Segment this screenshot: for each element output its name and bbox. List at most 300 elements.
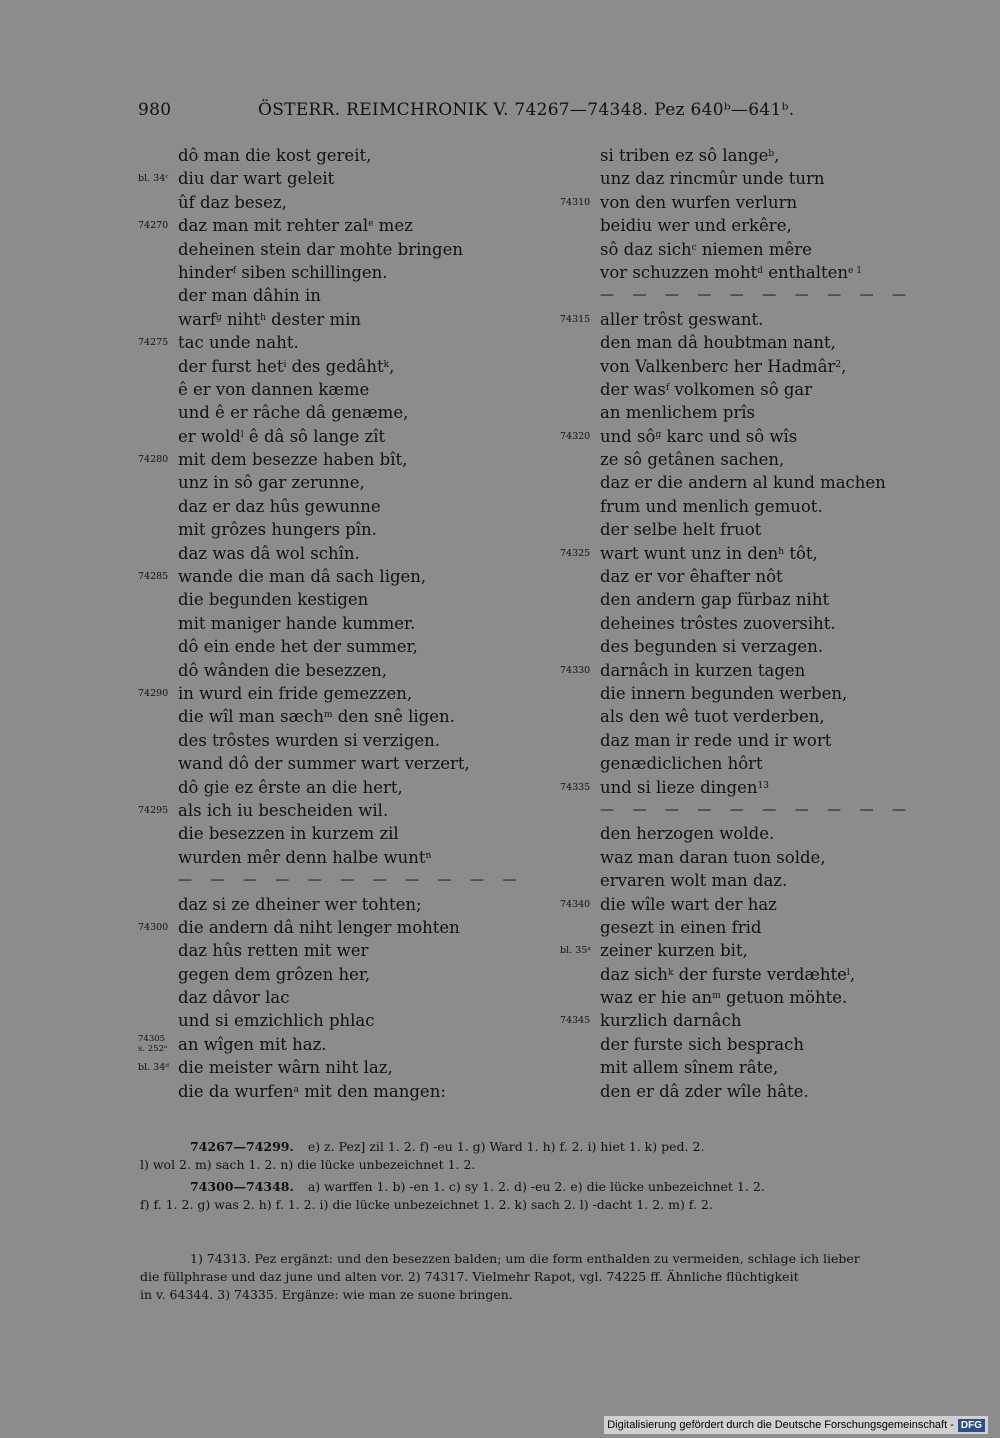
verse-text	[178, 238, 463, 261]
verse-text	[600, 448, 784, 471]
verse-line	[560, 705, 980, 728]
verse-segment: tôt,	[784, 543, 818, 563]
verse-text	[600, 542, 818, 565]
verse-segment: deheinen stein dar mohte bringen	[178, 239, 463, 259]
verse-segment: waz er hie an	[600, 988, 713, 1008]
apparatus-line	[140, 1138, 970, 1156]
verse-text	[178, 1009, 375, 1032]
apparatus-line	[140, 1178, 970, 1196]
verse-line	[138, 916, 538, 939]
variant-marker: n	[425, 850, 432, 861]
variant-marker: h	[260, 312, 266, 323]
verse-segment: dô ein ende het der summer,	[178, 637, 418, 657]
verse-segment: tac unde naht.	[178, 333, 299, 353]
verse-line	[560, 612, 980, 635]
verse-text	[600, 144, 779, 167]
verse-text	[600, 471, 886, 494]
apparatus-range: 74300—74348.	[190, 1179, 294, 1194]
verse-segment: dô man die kost gereit,	[178, 146, 372, 165]
verse-text	[178, 822, 399, 845]
verse-line	[138, 261, 538, 284]
verse-line	[560, 542, 980, 565]
verse-segment: — — — — — — — — — — —	[178, 872, 524, 889]
variant-marker: h	[778, 546, 785, 557]
variant-marker: c	[691, 242, 697, 253]
verse-text	[600, 308, 763, 331]
line-number: 74310	[560, 196, 591, 208]
verse-segment: wande die man dâ sach ligen,	[178, 567, 427, 587]
verse-text	[178, 331, 299, 354]
apparatus-range: 74267—74299.	[190, 1139, 294, 1154]
verse-text	[600, 1056, 778, 1079]
verse-segment: daz er daz hûs gewunne	[178, 496, 381, 516]
variant-marker: 13	[757, 780, 769, 791]
verse-text	[178, 729, 440, 752]
verse-segment: des begunden si verzagen.	[600, 637, 824, 657]
verse-line	[560, 1033, 980, 1056]
verse-text	[178, 986, 289, 1009]
verse-text	[600, 191, 797, 214]
verse-segment: des trôstes wurden si verzigen.	[178, 730, 441, 750]
verse-line	[560, 565, 980, 588]
verse-segment: mit dem besezze haben bît,	[178, 450, 408, 470]
verse-segment: er wold	[178, 426, 241, 446]
verse-segment: volkomen sô gar	[669, 379, 813, 399]
verse-text	[600, 939, 748, 962]
verse-segment: als ich iu bescheiden wil.	[178, 800, 389, 820]
verse-text	[178, 1033, 327, 1056]
line-number: 74340	[560, 898, 591, 910]
verse-line	[560, 588, 980, 611]
verse-segment: enthalten	[762, 262, 849, 282]
verse-text	[178, 963, 370, 986]
verse-segment: darnâch in kurzen tagen	[600, 660, 806, 680]
verse-text	[178, 565, 426, 588]
apparatus-text: a) warffen 1. b) -en 1. c) sy 1. 2. d) -eu 2. e) die lücke unbezeichnet 1. 2.	[307, 1179, 765, 1194]
verse-segment: ûf daz besez,	[178, 192, 287, 212]
verse-segment: frum und menlich gemuot.	[600, 496, 823, 516]
verse-line	[138, 869, 538, 892]
verse-text	[600, 729, 831, 752]
dfg-footer	[604, 1416, 988, 1434]
verse-segment: der furste sich besprach	[600, 1034, 804, 1054]
verse-text	[600, 401, 755, 424]
verse-line	[138, 963, 538, 986]
verse-segment: der furste verdæhte	[673, 964, 847, 984]
verse-text	[600, 1033, 804, 1056]
variant-marker: m	[323, 710, 333, 721]
verse-line	[138, 986, 538, 1009]
line-number: bl. 35ᵃ	[560, 945, 591, 957]
page-number: 980	[138, 100, 172, 120]
verse-line	[138, 612, 538, 635]
verse-line	[138, 588, 538, 611]
verse-text	[178, 588, 368, 611]
verse-line	[560, 1009, 980, 1032]
verse-segment: ,	[774, 146, 780, 165]
verse-line	[560, 518, 980, 541]
verse-segment: daz hûs retten mit wer	[178, 941, 369, 961]
verse-line	[560, 729, 980, 752]
verse-segment: den andern gap fürbaz niht	[600, 590, 830, 610]
verse-text	[600, 425, 797, 448]
verse-text	[178, 612, 415, 635]
verse-text	[178, 682, 412, 705]
line-number	[138, 1034, 178, 1054]
verse-line	[560, 659, 980, 682]
verse-line	[138, 1033, 538, 1056]
verse-segment: den er dâ zder wîle hâte.	[600, 1081, 809, 1101]
verse-segment: der selbe helt fruot	[600, 520, 762, 540]
verse-segment: daz er vor êhafter nôt	[600, 567, 783, 587]
line-number: 74300	[138, 921, 169, 933]
verse-line	[138, 238, 538, 261]
verse-text	[178, 144, 371, 167]
verse-line	[560, 682, 980, 705]
verse-line	[560, 261, 980, 284]
verse-text	[178, 214, 413, 237]
verse-segment: die andern dâ niht lenger mohten	[178, 917, 460, 937]
verse-text	[178, 799, 388, 822]
variant-marker: 2	[835, 359, 842, 370]
verse-line	[138, 1056, 538, 1079]
right-verse-column	[560, 144, 980, 1103]
verse-segment: diu dar wart geleit	[178, 169, 335, 189]
verse-line	[138, 401, 538, 424]
variant-marker: i	[283, 359, 287, 370]
verse-line	[138, 822, 538, 845]
verse-text	[600, 776, 769, 799]
page-header	[138, 100, 838, 124]
verse-text	[600, 1080, 809, 1103]
verse-line	[138, 635, 538, 658]
verse-segment: und sô	[600, 426, 656, 446]
verse-segment: beidiu wer und erkêre,	[600, 216, 792, 236]
line-number: 74295	[138, 804, 169, 816]
verse-text	[178, 1056, 393, 1079]
verse-segment: der man dâhin in	[178, 286, 321, 306]
footnote-line: in v. 64344. 3) 74335. Ergänze: wie man ze suone bringen.	[140, 1287, 513, 1302]
verse-segment: die meister wârn niht laz,	[178, 1058, 393, 1078]
verse-line	[560, 635, 980, 658]
variant-marker: f	[232, 265, 237, 276]
verse-line	[138, 846, 538, 869]
verse-segment: ê er von dannen kæme	[178, 379, 370, 399]
line-number: 74270	[138, 220, 169, 232]
verse-segment: gegen dem grôzen her,	[178, 964, 371, 984]
line-number: 74330	[560, 664, 591, 676]
verse-line	[560, 916, 980, 939]
verse-line	[560, 355, 980, 378]
verse-segment: mez	[373, 216, 413, 236]
verse-segment: daz sich	[600, 964, 668, 984]
apparatus-text: f) f. 1. 2. g) was 2. h) f. 1. 2. i) die lücke unbezeichnet 1. 2. k) sach 2. l) -dacht 1. 2. m) f. 2.	[140, 1197, 713, 1212]
lacuna-dashes	[178, 869, 524, 892]
verse-text	[600, 963, 855, 986]
verse-segment: die innern begunden werben,	[600, 683, 848, 703]
verse-line	[138, 729, 538, 752]
variant-marker: k	[667, 967, 674, 978]
verse-segment: gesezt in einen frid	[600, 917, 762, 937]
verse-segment: ervaren wolt man daz.	[600, 871, 788, 891]
verse-segment: mit allem sînem râte,	[600, 1058, 779, 1078]
verse-text	[178, 401, 408, 424]
verse-segment: dester min	[265, 309, 362, 329]
line-number: bl. 34ᶜ	[138, 173, 169, 185]
verse-text	[178, 939, 368, 962]
verse-segment: aller trôst geswant.	[600, 309, 764, 329]
verse-line	[560, 1056, 980, 1079]
footnote-line: 1) 74313. Pez ergänzt: und den besezzen balden; um die form enthalden zu vermeiden, schlage ich lieber	[190, 1251, 860, 1266]
verse-text	[178, 705, 455, 728]
verse-line	[560, 846, 980, 869]
verse-line	[560, 893, 980, 916]
verse-segment: daz was dâ wol schîn.	[178, 543, 360, 563]
verse-line	[138, 331, 538, 354]
verse-text	[178, 776, 403, 799]
verse-segment: ,	[841, 356, 847, 376]
line-number: 74325	[560, 547, 591, 559]
verse-segment: deheines trôstes zuoversiht.	[600, 613, 836, 633]
line-number-main: 74305	[138, 1033, 166, 1044]
lacuna-dashes	[600, 284, 913, 307]
variant-marker: a	[293, 1084, 300, 1095]
verse-line	[138, 565, 538, 588]
verse-line	[560, 869, 980, 892]
variant-marker: b	[768, 149, 775, 159]
verse-text	[178, 846, 431, 869]
verse-text	[600, 238, 812, 261]
verse-line	[560, 378, 980, 401]
verse-segment: mit grôzes hungers pîn.	[178, 520, 377, 540]
apparatus-text: e) z. Pez] zil 1. 2. f) -eu 1. g) Ward 1. h) f. 2. i) hiet 1. k) ped. 2.	[307, 1139, 705, 1154]
verse-line	[560, 284, 980, 307]
verse-text	[600, 588, 829, 611]
verse-line	[560, 214, 980, 237]
verse-line	[138, 799, 538, 822]
verse-segment: die begunden kestigen	[178, 590, 369, 610]
verse-line	[560, 939, 980, 962]
verse-line	[138, 682, 538, 705]
verse-segment: daz man mit rehter zal	[178, 216, 369, 236]
verse-line	[560, 986, 980, 1009]
verse-line	[560, 191, 980, 214]
verse-text	[178, 355, 394, 378]
verse-segment: sô daz sich	[600, 239, 692, 259]
verse-segment: unz daz rincmûr unde turn	[600, 169, 825, 189]
dfg-logo: DFG	[958, 1419, 985, 1432]
line-number: 74280	[138, 454, 169, 466]
verse-segment: und ê er râche dâ genæme,	[178, 403, 409, 423]
verse-segment: der was	[600, 379, 666, 399]
variant-marker: g	[215, 312, 222, 323]
verse-segment: die besezzen in kurzem zil	[178, 824, 399, 844]
variant-marker: g	[655, 429, 662, 440]
verse-segment: daz si ze dheiner wer tohten;	[178, 894, 422, 914]
footer-text: Digitalisierung gefördert durch die Deutsche Forschungsgemeinschaft -	[607, 1419, 954, 1431]
variant-marker: f	[665, 382, 670, 393]
verse-segment: zeiner kurzen bit,	[600, 941, 748, 961]
variant-marker: d	[757, 265, 763, 276]
critical-apparatus	[140, 1138, 970, 1214]
verse-segment: niht	[221, 309, 261, 329]
verse-text	[178, 542, 360, 565]
verse-segment: den herzogen wolde.	[600, 824, 775, 844]
verse-line	[138, 471, 538, 494]
verse-line	[138, 425, 538, 448]
verse-line	[560, 776, 980, 799]
verse-line	[138, 378, 538, 401]
verse-line	[560, 401, 980, 424]
verse-text	[600, 916, 761, 939]
verse-text	[178, 1080, 446, 1103]
verse-segment: daz dâvor lac	[178, 988, 290, 1008]
verse-text	[178, 308, 361, 331]
verse-segment: dô wânden die besezzen,	[178, 660, 387, 680]
verse-text	[600, 214, 792, 237]
verse-text	[600, 495, 823, 518]
verse-line	[560, 425, 980, 448]
verse-segment: unz in sô gar zerunne,	[178, 473, 365, 493]
variant-marker: l	[846, 967, 850, 978]
verse-text	[600, 518, 761, 541]
verse-segment: ze sô getânen sachen,	[600, 450, 785, 470]
verse-line	[560, 495, 980, 518]
verse-line	[138, 355, 538, 378]
verse-segment: siben schillingen.	[236, 262, 388, 282]
verse-line	[560, 1080, 980, 1103]
lacuna-dashes	[600, 799, 913, 822]
left-verse-column	[138, 144, 538, 1103]
verse-line	[138, 214, 538, 237]
verse-segment: — — — — — — — — — —	[600, 287, 914, 304]
verse-segment: daz man ir rede und ir wort	[600, 730, 832, 750]
verse-text	[600, 378, 812, 401]
line-number-secondary: s. 252ᵃ	[138, 1043, 168, 1054]
verse-text	[178, 261, 388, 284]
verse-text	[600, 705, 825, 728]
verse-segment: mit maniger hande kummer.	[178, 613, 416, 633]
apparatus-line	[140, 1196, 970, 1214]
verse-segment: der furst het	[178, 356, 284, 376]
footnotes	[140, 1250, 970, 1304]
line-number: 74320	[560, 430, 591, 442]
verse-line	[138, 1080, 538, 1103]
verse-text	[178, 659, 387, 682]
verse-text	[178, 495, 381, 518]
verse-segment: als den wê tuot verderben,	[600, 707, 825, 727]
verse-text	[600, 822, 774, 845]
line-number: bl. 34ᵈ	[138, 1062, 170, 1074]
verse-segment: die da wurfen	[178, 1081, 294, 1101]
verse-text	[600, 331, 836, 354]
verse-segment: mit den mangen:	[299, 1081, 446, 1101]
verse-line	[138, 448, 538, 471]
verse-segment: und si lieze dingen	[600, 777, 758, 797]
verse-text	[600, 355, 846, 378]
running-head: ÖSTERR. REIMCHRONIK V. 74267—74348. Pez 640ᵇ—641ᵇ.	[258, 100, 795, 120]
verse-segment: niemen mêre	[696, 239, 812, 259]
verse-line	[560, 471, 980, 494]
verse-text	[600, 261, 862, 284]
verse-text	[600, 682, 847, 705]
verse-segment: getuon möhte.	[720, 988, 848, 1008]
verse-text	[600, 635, 823, 658]
verse-segment: vor schuzzen moht	[600, 262, 758, 282]
verse-line	[560, 752, 980, 775]
verse-text	[600, 869, 787, 892]
verse-line	[138, 495, 538, 518]
verse-segment: ê dâ sô lange zît	[243, 426, 386, 446]
variant-marker: m	[712, 991, 721, 1002]
apparatus-text: l) wol 2. m) sach 1. 2. n) die lücke unbezeichnet 1. 2.	[140, 1157, 476, 1172]
verse-line	[138, 144, 538, 167]
verse-segment: warf	[178, 309, 216, 329]
verse-line	[138, 752, 538, 775]
verse-segment: und si emzichlich phlac	[178, 1011, 375, 1031]
verse-segment: ,	[849, 964, 856, 984]
verse-text	[178, 752, 470, 775]
verse-segment: des gedâht	[286, 356, 384, 376]
verse-segment: wurden mêr denn halbe wunt	[178, 847, 426, 867]
verse-text	[600, 893, 777, 916]
verse-text	[178, 471, 365, 494]
variant-marker: e 1	[848, 265, 862, 276]
verse-text	[178, 425, 385, 448]
verse-line	[560, 238, 980, 261]
verse-text	[600, 986, 847, 1009]
footnote-line: die füllphrase und daz june und alten vor. 2) 74317. Vielmehr Rapot, vgl. 74225 ff. Ähnliche flüchtigkeit	[140, 1269, 799, 1284]
apparatus-line	[140, 1156, 970, 1174]
verse-segment: karc und sô wîs	[661, 426, 798, 446]
line-number: 74275	[138, 337, 169, 349]
verse-text	[178, 167, 334, 190]
verse-line	[138, 308, 538, 331]
verse-line	[560, 308, 980, 331]
verse-line	[138, 776, 538, 799]
line-number: 74290	[138, 687, 169, 699]
verse-text	[600, 846, 826, 869]
verse-text	[600, 659, 805, 682]
verse-line	[138, 939, 538, 962]
line-number: 74285	[138, 571, 169, 583]
verse-line	[560, 167, 980, 190]
verse-segment: von Valkenberc her Hadmâr	[600, 356, 836, 376]
verse-line	[560, 144, 980, 167]
verse-text	[600, 1009, 742, 1032]
variant-marker: l	[240, 429, 244, 440]
verse-text	[178, 378, 369, 401]
verse-line	[138, 518, 538, 541]
verse-segment: — — — — — — — — — —	[600, 801, 914, 818]
verse-segment: daz er die andern al kund machen	[600, 473, 886, 493]
verse-line	[138, 191, 538, 214]
verse-segment: kurzlich darnâch	[600, 1011, 742, 1031]
verse-text	[178, 191, 287, 214]
verse-segment: wand dô der summer wart verzert,	[178, 754, 470, 774]
verse-text	[178, 635, 418, 658]
verse-segment: den snê ligen.	[332, 707, 455, 727]
verse-segment: den man dâ houbtman nant,	[600, 333, 836, 353]
verse-segment: si triben ez sô lange	[600, 146, 769, 165]
verse-segment: wart wunt unz in den	[600, 543, 779, 563]
line-number: 74315	[560, 313, 591, 325]
verse-line	[560, 448, 980, 471]
verse-text	[178, 893, 422, 916]
verse-text	[178, 916, 460, 939]
verse-line	[138, 705, 538, 728]
verse-segment: an wîgen mit haz.	[178, 1034, 327, 1054]
